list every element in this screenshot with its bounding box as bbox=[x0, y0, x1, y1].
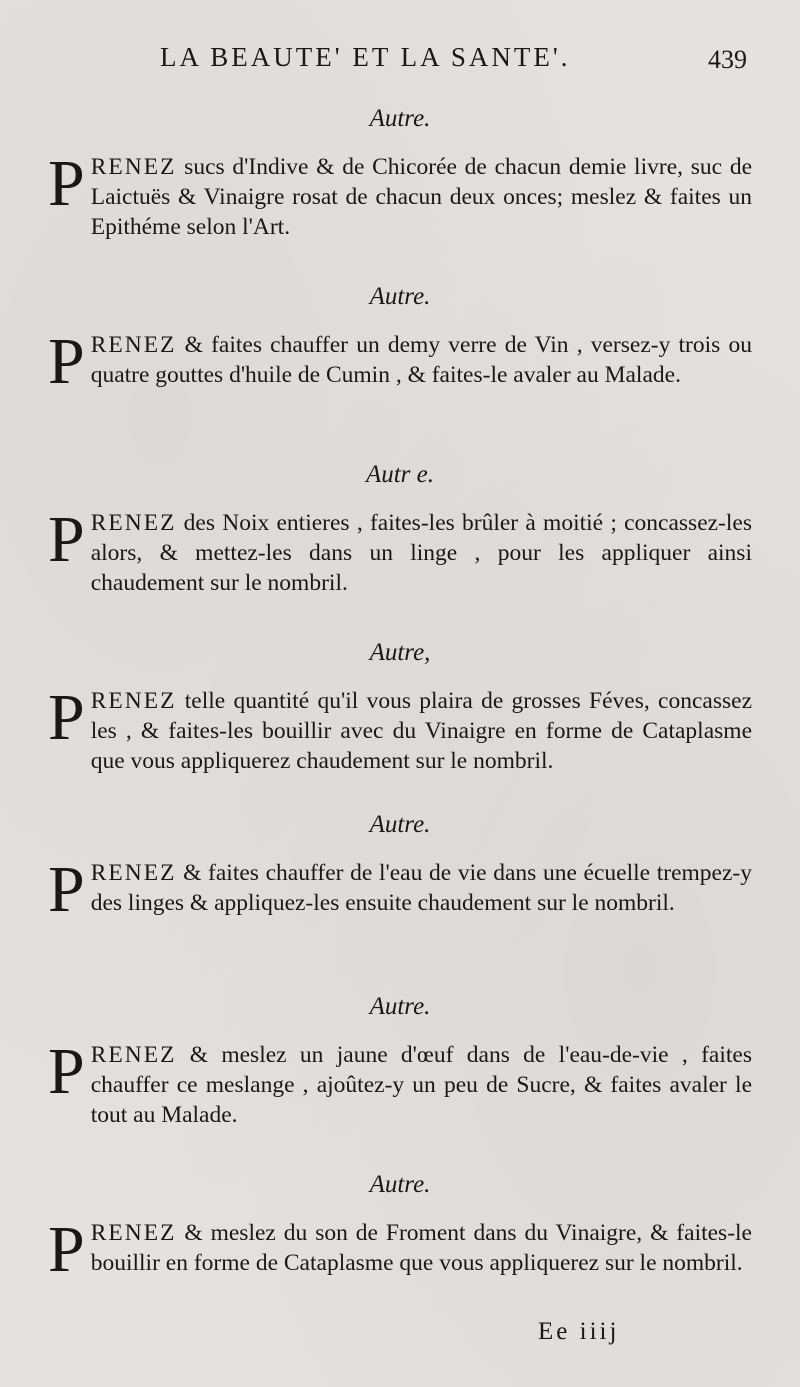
lead-word: RENEZ bbox=[90, 1042, 177, 1068]
entry-text: & faites chauffer un demy verre de Vin , versez-y trois ou quatre gouttes d'huile de Cumin , & faites-le avaler au Malade. bbox=[90, 332, 752, 388]
entry-paragraph bbox=[48, 1213, 752, 1286]
lead-word: RENEZ bbox=[90, 860, 177, 886]
entry-title: Autre. bbox=[369, 993, 431, 1020]
lead-word: RENEZ bbox=[90, 1220, 177, 1246]
drop-cap: P bbox=[48, 1035, 85, 1108]
lead-word: RENEZ bbox=[90, 510, 177, 536]
drop-cap: P bbox=[48, 681, 85, 754]
running-title: LA BEAUTE' ET LA SANTE'. bbox=[160, 42, 571, 72]
entry-text: telle quantité qu'il vous plaira de grosses Féves, concassez les , & faites-les bouillir avec du Vinaigre en forme de Cataplasme que vous appliquerez chaudement sur le nombril. bbox=[90, 688, 752, 774]
entry-paragraph bbox=[48, 1035, 752, 1130]
recipe-entry bbox=[48, 458, 752, 598]
drop-cap: P bbox=[48, 503, 85, 576]
entry-title: Autre. bbox=[369, 283, 431, 310]
drop-cap: P bbox=[48, 147, 85, 220]
page-header bbox=[160, 40, 760, 80]
drop-cap: P bbox=[48, 1213, 85, 1286]
drop-cap: P bbox=[48, 325, 85, 398]
entry-title: Autre. bbox=[369, 105, 431, 132]
entry-title: Autre, bbox=[369, 639, 431, 666]
entry-title: Autre. bbox=[369, 1171, 431, 1198]
entry-paragraph bbox=[48, 503, 752, 598]
entry-paragraph bbox=[48, 147, 752, 242]
entry-text: & meslez du son de Froment dans du Vinaigre, & faites-le bouillir en forme de Cataplasme que vous appliquerez sur le nombril. bbox=[90, 1220, 752, 1276]
recipe-entry bbox=[48, 990, 752, 1130]
drop-cap: P bbox=[48, 853, 85, 926]
recipe-entry bbox=[48, 280, 752, 398]
signature-mark: Ee iiij bbox=[538, 1318, 620, 1345]
recipe-entry bbox=[48, 808, 752, 926]
entry-paragraph bbox=[48, 681, 752, 776]
entry-text: des Noix entieres , faites-les brûler à moitié ; concassez-les alors, & mettez-les dans un linge , pour les appliquer ainsi chaudement sur le nombril. bbox=[90, 510, 752, 596]
lead-word: RENEZ bbox=[90, 688, 177, 714]
recipe-entry bbox=[48, 102, 752, 242]
lead-word: RENEZ bbox=[90, 154, 177, 180]
entry-paragraph bbox=[48, 853, 752, 926]
entry-text: & meslez un jaune d'œuf dans de l'eau-de-vie , faites chauffer ce meslange , ajoûtez-y un peu de Sucre, & faites avaler le tout au Malade. bbox=[90, 1042, 752, 1128]
entry-text: & faites chauffer de l'eau de vie dans une écuelle trempez-y des linges & appliquez-les ensuite chaudement sur le nombril. bbox=[90, 860, 752, 916]
entry-text: sucs d'Indive & de Chicorée de chacun demie livre, suc de Laictuës & Vinaigre rosat de chacun deux onces; meslez & faites un Epithéme selon l'Art. bbox=[90, 154, 752, 240]
entry-title: Autre. bbox=[369, 811, 431, 838]
page-number: 439 bbox=[708, 45, 747, 74]
recipe-entry bbox=[48, 636, 752, 776]
entry-title: Autr e. bbox=[365, 461, 435, 488]
recipe-entry bbox=[48, 1168, 752, 1286]
entry-paragraph bbox=[48, 325, 752, 398]
lead-word: RENEZ bbox=[90, 332, 177, 358]
